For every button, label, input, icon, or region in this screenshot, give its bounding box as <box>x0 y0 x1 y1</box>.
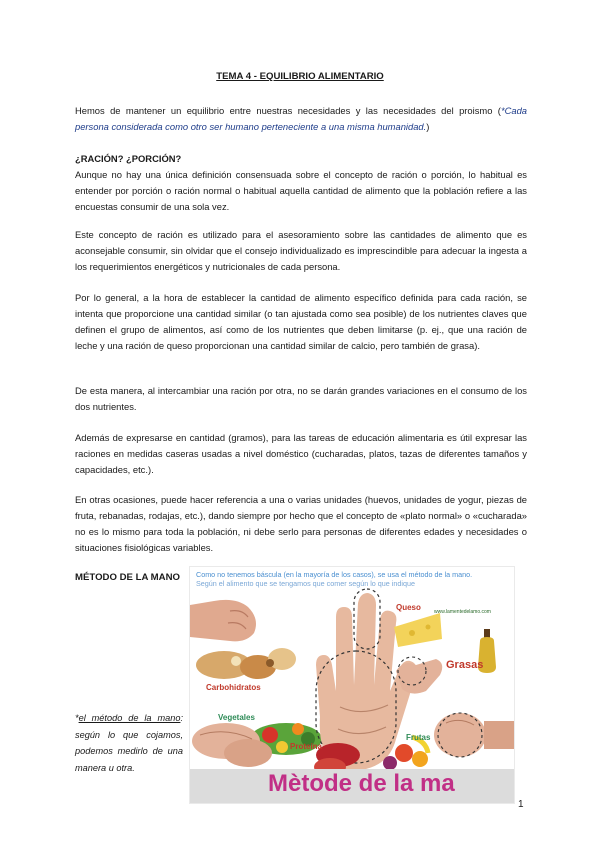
label-queso: Queso <box>396 603 421 612</box>
figure-caption-line-2: Según el alimento que se tengamos que comer según lo que indique <box>196 579 415 588</box>
carbohydrates-food-icon <box>196 648 296 679</box>
figure-site-url: www.lamentedelamo.com <box>434 609 491 615</box>
paragraph-6: En otras ocasiones, puede hacer referencia a una o varias unidades (huevos, unidades de yogur, piezas de fruta, rebanadas, rodajas, etc.), dando siempre por hecho que el concepto de «plato normal» o «cucharada» no es lo mismo para toda la población, ni debe serlo para personas de diferentes edades y necesidades o situaciones fisiológicas variables. <box>75 494 527 553</box>
paragraph-3: Por lo general, a la hora de establecer la cantidad de alimento específico definida para cada ración, se intenta que proporcione una cantidad similar (o tan ajustada como sea posible) de los nutrientes claves que definen el grupo de alimentos, así como de los nutrientes que deben limitarse (p. ej., que una ración de leche y una ración de queso proporcionan una cantidad similar de calcio, pero también de grasa). <box>75 292 527 351</box>
side-note-underlined: el método de la mano <box>78 713 181 723</box>
method-side-note <box>75 710 183 776</box>
side-note-rest: : según lo que cojamos, podemos medirlo de una manera u otra. <box>75 713 183 773</box>
label-frutas: Frutas <box>406 733 431 742</box>
closed-fist-icon <box>434 713 514 757</box>
figure-banner-text: Mètode de la ma <box>268 770 455 797</box>
figure-caption-line-1: Como no tenemos báscula (en la mayoría de los casos), se usa el método de la mano. <box>196 570 473 579</box>
label-proteina: Proteína <box>290 742 323 751</box>
intro-close: ) <box>426 121 430 132</box>
thumb-hand-icon <box>396 657 442 694</box>
label-carbohidratos: Carbohidratos <box>206 683 261 692</box>
page-number: 1 <box>518 799 524 810</box>
label-grasas: Grasas <box>446 659 484 671</box>
side-note-star: * <box>75 713 79 723</box>
method-heading: MÉTODO DE LA MANO <box>75 572 180 583</box>
intro-text: Hemos de mantener un equilibrio entre nuestras necesidades y las necesidades del proismo ( <box>75 105 501 116</box>
paragraph-1 <box>75 151 527 215</box>
cheese-food-icon <box>394 613 442 647</box>
section-heading: ¿RACIÓN? ¿PORCIÓN? <box>75 153 182 164</box>
figure-caption <box>196 570 472 588</box>
paragraph-4: De esta manera, al intercambiar una ración por otra, no se darán grandes variaciones en el consumo de los dos nutrientes. <box>75 385 527 412</box>
fist-hand-icon <box>190 600 256 641</box>
figure-banner <box>190 769 514 803</box>
intro-paragraph <box>75 103 527 135</box>
intro-italic-note: *Cada persona considerada como otro ser humano perteneciente a una misma humanidad. <box>75 105 527 132</box>
label-vegetales: Vegetales <box>218 713 255 722</box>
paragraph-1-text: Aunque no hay una única definición consensuada sobre el concepto de ración o porción, lo habitual es entender por porción o ración normal o habitual aquella cantidad de alimento que la población refiere a las encuestas consumir de una sola vez. <box>75 169 527 212</box>
hand-method-figure <box>189 566 515 804</box>
document-title: TEMA 4 - EQUILIBRIO ALIMENTARIO <box>216 71 384 82</box>
paragraph-2: Este concepto de ración es utilizado para el asesoramiento sobre las cantidades de alimento que es aconsejable consumir, sin olvidar que el consejo individualizado es imprescindible para adecuar la ingesta a los requerimientos energéticos y nutricionales de cada persona. <box>75 229 527 272</box>
paragraph-5: Además de expresarse en cantidad (gramos), para las tareas de educación alimentaria es útil expresar las raciones en medidas caseras usadas a nivel doméstico (cucharadas, platos, tazas de diferentes tamaños y capacidades, etc.). <box>75 432 527 475</box>
